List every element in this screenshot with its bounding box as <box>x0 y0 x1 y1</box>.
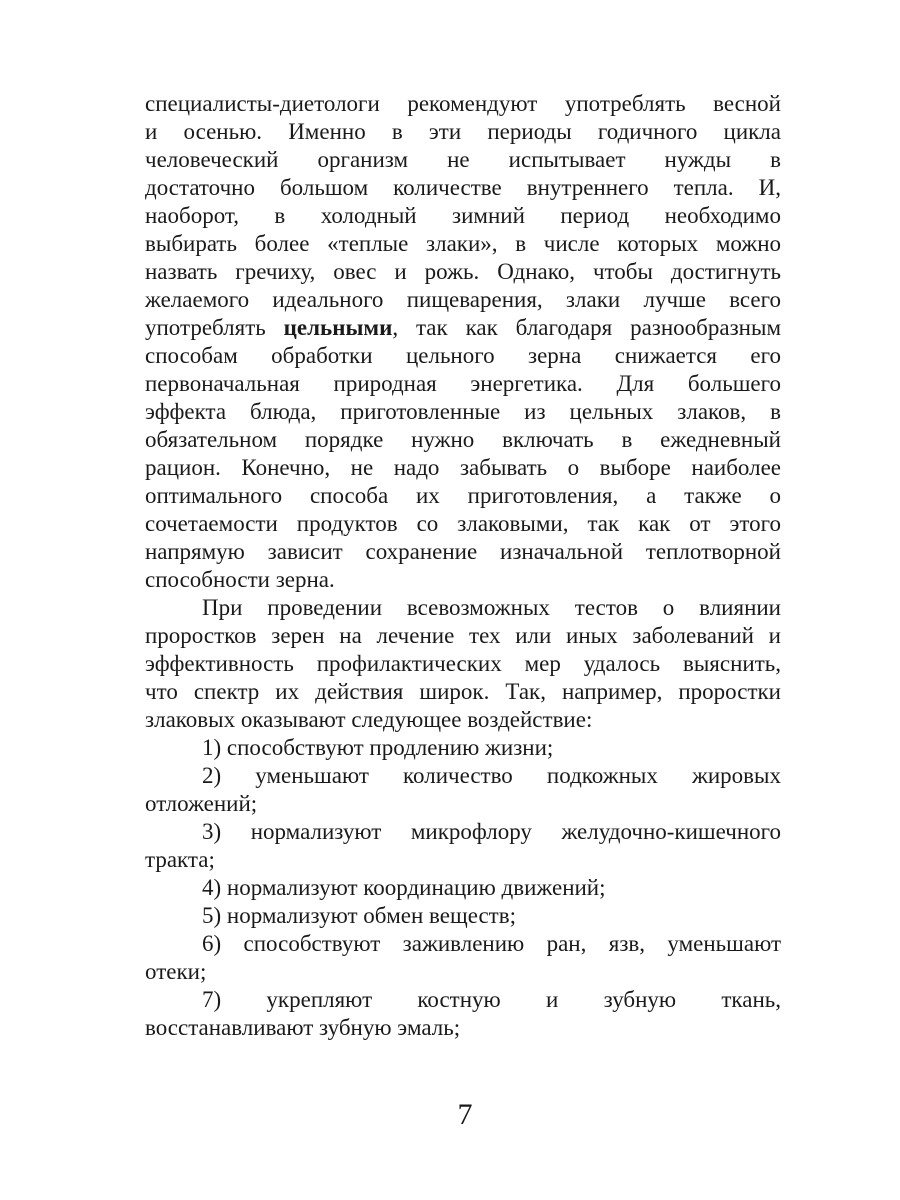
text-line: При проведении всевозможных тестов о влиянии <box>202 595 781 620</box>
text-segment: , так как благодаря разнообразным <box>392 315 781 340</box>
text-line: способам обработки цельного зерна снижается его <box>145 343 781 368</box>
text-line: наоборот, в холодный зимний период необходимо <box>145 203 781 228</box>
list-item-continuation: восстанавливают зубную эмаль; <box>145 1015 461 1040</box>
list-item: 4) нормализуют координацию движений; <box>202 875 606 900</box>
text-line: злаковых оказывают следующее воздействие: <box>145 707 593 732</box>
text-line: проростков зерен на лечение тех или иных заболеваний и <box>145 623 781 648</box>
bold-term: цельными <box>283 315 393 340</box>
text-line: назвать гречиху, овес и рожь. Однако, чтобы достигнуть <box>145 259 781 284</box>
list-item-continuation: тракта; <box>145 847 215 872</box>
list-item: 2) уменьшают количество подкожных жировых <box>202 763 781 788</box>
text-line: человеческий организм не испытывает нужды в <box>145 147 781 172</box>
paragraph-1 <box>145 90 781 594</box>
list-item: 1) способствуют продлению жизни; <box>202 735 554 760</box>
text-line <box>145 314 781 342</box>
text-segment: употреблять <box>145 315 284 340</box>
list-item-continuation: отложений; <box>145 791 258 816</box>
list-item: 5) нормализуют обмен веществ; <box>202 903 516 928</box>
text-line: эффективность профилактических мер удалось выяснить, <box>145 651 781 676</box>
text-line: обязательном порядке нужно включать в ежедневный <box>145 427 781 452</box>
text-line: специалисты-диетологи рекомендуют употреблять весной <box>145 91 781 116</box>
text-line: достаточно большом количестве внутреннего тепла. И, <box>145 175 781 200</box>
effects-list <box>145 734 781 1042</box>
text-line: желаемого идеального пищеварения, злаки лучше всего <box>145 287 781 312</box>
text-line: рацион. Конечно, не надо забывать о выборе наиболее <box>145 455 781 480</box>
text-line: оптимального способа их приготовления, а также о <box>145 483 781 508</box>
text-line: выбирать более «теплые злаки», в числе которых можно <box>145 231 781 256</box>
text-line: эффекта блюда, приготовленные из цельных злаков, в <box>145 399 781 424</box>
list-item: 3) нормализуют микрофлору желудочно-кишечного <box>202 819 781 844</box>
list-item: 7) укрепляют костную и зубную ткань, <box>202 987 781 1012</box>
text-line: первоначальная природная энергетика. Для большего <box>145 371 781 396</box>
body-text <box>145 90 781 1042</box>
page-number: 7 <box>457 1098 473 1131</box>
text-line: что спектр их действия широк. Так, например, проростки <box>145 679 781 704</box>
text-line: и осенью. Именно в эти периоды годичного цикла <box>145 119 781 144</box>
list-item: 6) способствуют заживлению ран, язв, уменьшают <box>202 931 781 956</box>
paragraph-2 <box>145 594 781 734</box>
text-line: сочетаемости продуктов со злаковыми, так как от этого <box>145 511 781 536</box>
text-line: напрямую зависит сохранение изначальной теплотворной <box>145 539 781 564</box>
list-item-continuation: отеки; <box>145 959 207 984</box>
text-line: способности зерна. <box>145 567 335 592</box>
